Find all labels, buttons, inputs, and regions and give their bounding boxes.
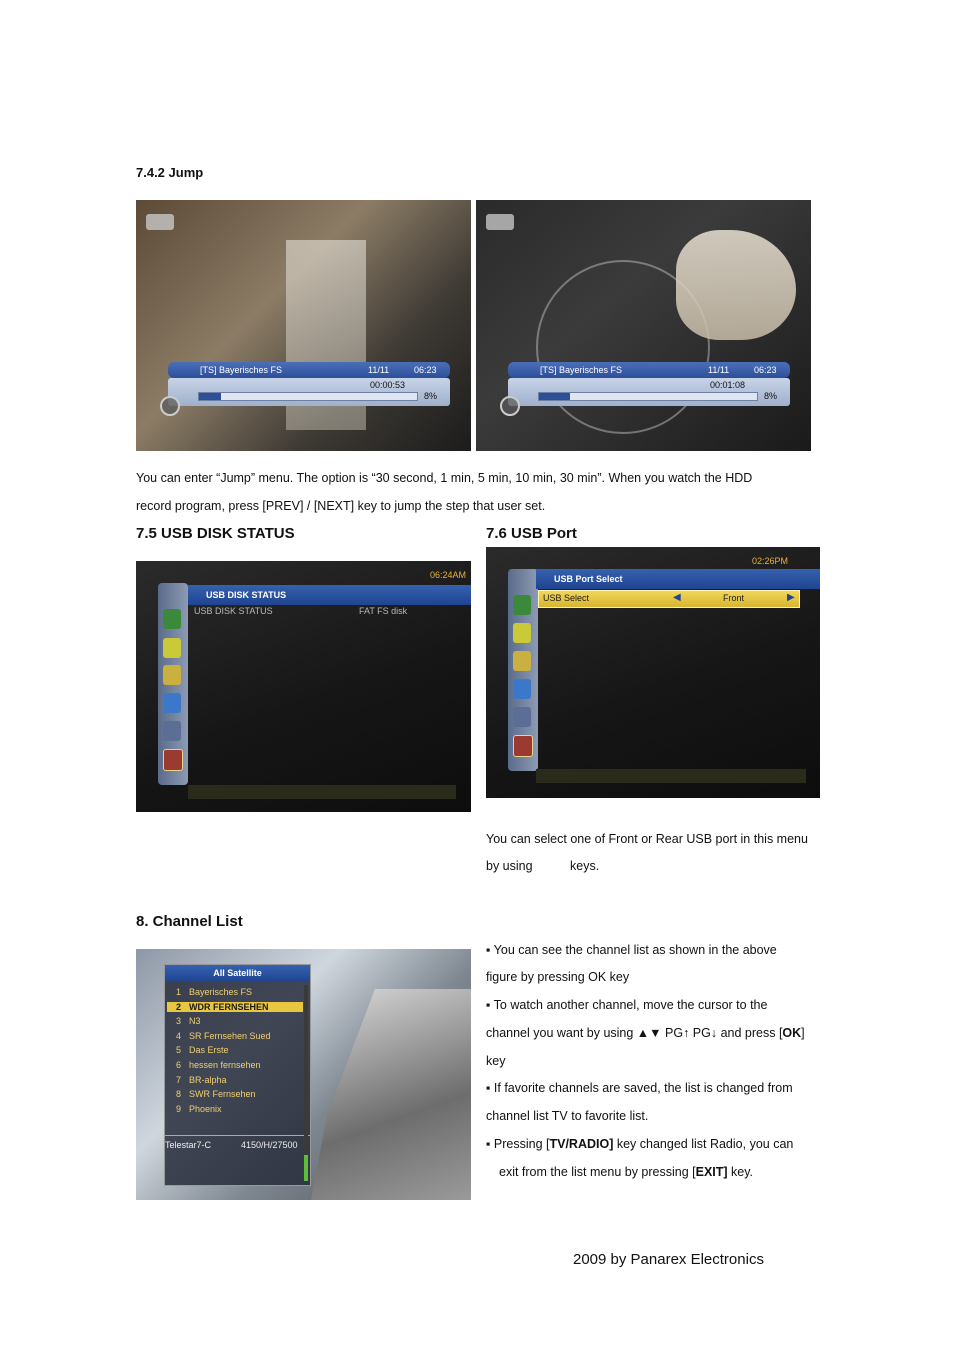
scrollbar-thumb[interactable]	[304, 1155, 308, 1181]
network-icon	[513, 707, 531, 727]
usb-port-paragraph-line-2b: keys.	[570, 859, 600, 873]
bullet-1-line-2: figure by pressing OK key	[486, 970, 630, 984]
usb-port-paragraph-line-1: You can select one of Front or Rear USB port in this menu	[486, 832, 808, 846]
jump-screenshot-2	[476, 200, 811, 451]
bullet-2-text: channel you want by using ▲▼ PG↑ PG↓ and press [	[486, 1026, 783, 1040]
osd-elapsed: 00:00:53	[370, 380, 406, 390]
usb-icon	[513, 735, 533, 757]
usb-port-paragraph-line-2a: by using	[486, 859, 533, 873]
channel-name: SWR Fernsehen	[189, 1089, 256, 1100]
channel-number: 1	[175, 987, 181, 997]
usb-select-label: USB Select	[543, 593, 590, 603]
menu-footer	[188, 785, 456, 799]
bullet-4-line-2-end: key.	[727, 1165, 754, 1179]
osd-percent: 8%	[424, 391, 438, 401]
satellite-icon	[513, 595, 531, 615]
usb-icon	[163, 749, 183, 771]
channel-number: 7	[175, 1074, 181, 1085]
osd-progress-bar	[198, 392, 418, 401]
channel-list-title: All Satellite	[165, 965, 310, 982]
scene-mountain	[311, 989, 471, 1200]
usb-port-screenshot	[486, 547, 820, 798]
bullet-1-line-1: ▪ You can see the channel list as shown in the above	[486, 943, 777, 957]
exit-key-label: EXIT]	[695, 1165, 728, 1179]
transponder-info: 4150/H/27500	[241, 1140, 298, 1150]
osd-pause-icon	[500, 396, 520, 416]
tv-radio-key-label: TV/RADIO]	[549, 1137, 614, 1151]
osd-time: 06:23	[414, 365, 437, 375]
satellite-icon	[163, 609, 181, 629]
channel-row[interactable]	[167, 1060, 303, 1070]
section-heading-usb-port: 7.6 USB Port	[486, 525, 577, 542]
bullet-3-line-2: channel list TV to favorite list.	[486, 1109, 649, 1123]
user-icon	[163, 665, 181, 685]
bullet-4-line-2-text: exit from the list menu by pressing [	[499, 1165, 696, 1179]
osd-progress-panel	[508, 378, 790, 406]
channel-name: hessen fernsehen	[189, 1060, 261, 1070]
satellite-name: Telestar7-C	[165, 1140, 212, 1150]
menu-title: USB DISK STATUS	[188, 585, 471, 605]
channel-row[interactable]	[167, 1016, 303, 1026]
channel-row[interactable]	[167, 1031, 303, 1041]
bullet-4-line-1	[486, 1130, 818, 1158]
channel-name: N3	[189, 1016, 201, 1027]
bullet-2-line-3: key	[486, 1054, 506, 1068]
channel-name: BR-alpha	[189, 1074, 227, 1085]
channel-name: WDR FERNSEHEN	[189, 1001, 269, 1012]
jump-screenshot-1	[136, 200, 471, 451]
channel-name: Phoenix	[189, 1103, 222, 1114]
channel-number: 6	[175, 1060, 181, 1070]
menu-title: USB Port Select	[536, 569, 820, 589]
osd-info-bar	[508, 362, 790, 378]
osd-date: 11/11	[708, 365, 730, 375]
osd-percent: 8%	[764, 391, 778, 401]
scene-hand	[676, 230, 796, 340]
channel-name: SR Fernsehen Sued	[189, 1030, 271, 1041]
section-heading-jump: 7.4.2 Jump	[136, 165, 204, 180]
osd-progress-panel	[168, 378, 450, 406]
osd-progress-bar	[538, 392, 758, 401]
usb-select-value: Front	[723, 593, 745, 603]
osd-info-bar	[168, 362, 450, 378]
arrow-left-icon[interactable]: ◀	[673, 592, 681, 603]
menu-sidebar	[508, 569, 538, 771]
bullet-2-bracket: ]	[801, 1026, 805, 1040]
antenna-icon	[163, 638, 181, 658]
channel-logo-icon	[486, 214, 514, 230]
bullet-4-line-2	[499, 1158, 753, 1186]
divider	[165, 1135, 310, 1136]
scrollbar[interactable]	[304, 985, 308, 1181]
bullet-4-text: ▪ Pressing [	[486, 1137, 550, 1151]
menu-sidebar	[158, 583, 188, 785]
gear-icon	[513, 679, 531, 699]
channel-number: 4	[175, 1030, 181, 1041]
channel-row[interactable]	[167, 1104, 303, 1114]
bullet-3-line-1: ▪ If favorite channels are saved, the list is changed from	[486, 1081, 793, 1095]
osd-elapsed: 00:01:08	[710, 380, 746, 390]
usb-status-label: USB DISK STATUS	[194, 606, 273, 616]
gear-icon	[163, 693, 181, 713]
menu-clock: 02:26PM	[752, 556, 789, 566]
network-icon	[163, 721, 181, 741]
bullet-2-line-2	[486, 1019, 818, 1047]
channel-row[interactable]	[167, 1045, 303, 1055]
channel-name: Das Erste	[189, 1045, 229, 1056]
usb-status-value: FAT FS disk	[359, 606, 408, 616]
usb-disk-status-screenshot	[136, 561, 471, 812]
channel-row[interactable]	[167, 1075, 303, 1085]
jump-paragraph-line-1: You can enter “Jump” menu. The option is “30 second, 1 min, 5 min, 10 min, 30 min”. When you watch the HDD	[136, 471, 753, 485]
menu-clock: 06:24AM	[430, 570, 467, 580]
arrow-right-icon[interactable]: ▶	[787, 592, 795, 603]
section-heading-channel-list: 8. Channel List	[136, 913, 243, 930]
menu-footer	[536, 769, 806, 783]
osd-time: 06:23	[754, 365, 777, 375]
bullet-4-text-rest: key changed list Radio, you can	[613, 1137, 794, 1151]
channel-number: 5	[175, 1045, 181, 1056]
osd-channel-name: [TS] Bayerisches FS	[540, 365, 623, 375]
channel-number: 2	[175, 1001, 181, 1012]
osd-date: 11/11	[368, 365, 390, 375]
ok-key-label: OK	[782, 1026, 802, 1040]
channel-row[interactable]	[167, 1002, 303, 1012]
channel-number: 3	[175, 1016, 181, 1027]
section-heading-usb-disk-status: 7.5 USB DISK STATUS	[136, 525, 295, 542]
jump-paragraph-line-2: record program, press [PREV] / [NEXT] key to jump the step that user set.	[136, 499, 546, 513]
channel-row[interactable]	[167, 1089, 303, 1099]
page-footer: 2009 by Panarex Electronics	[573, 1251, 764, 1268]
channel-number: 9	[175, 1103, 181, 1114]
channel-list-screenshot	[136, 949, 471, 1200]
osd-channel-name: [TS] Bayerisches FS	[200, 365, 283, 375]
osd-progress-fill	[539, 393, 570, 400]
user-icon	[513, 651, 531, 671]
osd-progress-fill	[199, 393, 221, 400]
channel-number: 8	[175, 1089, 181, 1100]
channel-name: Bayerisches FS	[189, 987, 253, 997]
bullet-2-line-1: ▪ To watch another channel, move the cursor to the	[486, 998, 768, 1012]
channel-list-panel	[164, 964, 311, 1186]
usb-select-row[interactable]	[538, 590, 800, 608]
channel-logo-icon	[146, 214, 174, 230]
channel-row[interactable]	[167, 987, 303, 997]
osd-pause-icon	[160, 396, 180, 416]
antenna-icon	[513, 623, 531, 643]
